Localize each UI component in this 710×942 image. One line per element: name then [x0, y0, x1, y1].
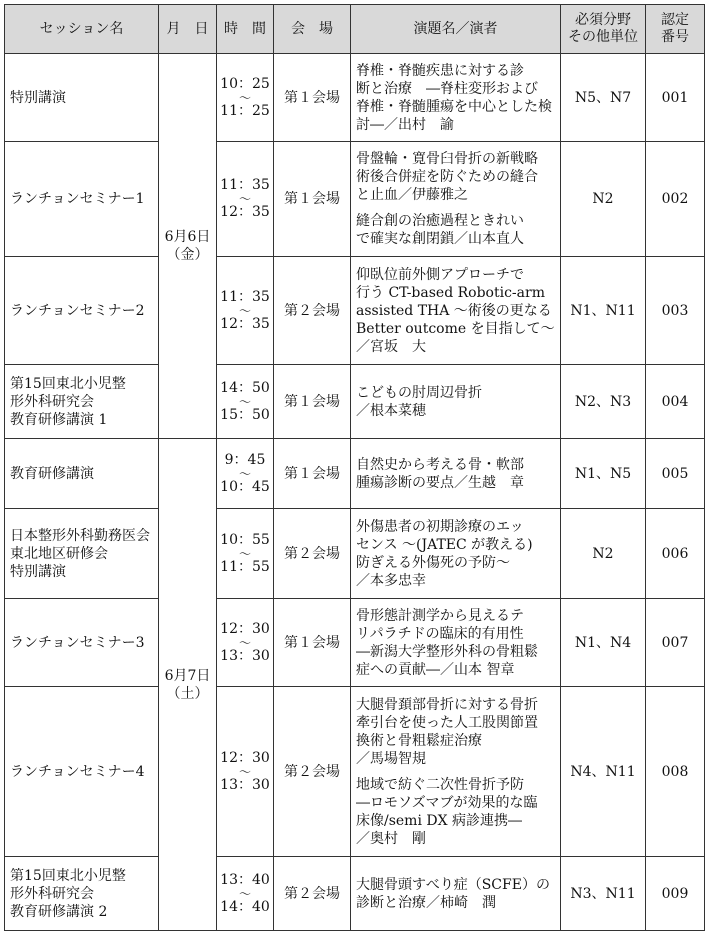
lecture-title-cell [351, 54, 561, 142]
time-cell [217, 687, 274, 857]
lecture-entry [356, 876, 556, 912]
venue-cell: 第１会場 [274, 439, 351, 509]
table-row [5, 687, 705, 857]
schedule-table [4, 4, 705, 931]
session-name-line: 教育研修講演 2 [10, 903, 108, 920]
lecture-title-cell [351, 509, 561, 599]
time-cell [217, 439, 274, 509]
lecture-entry [356, 518, 556, 590]
session-name-cell [5, 142, 159, 257]
time-separator: 〜 [238, 886, 251, 901]
table-row [5, 857, 705, 931]
credit-units-cell: N3、N11 [561, 857, 646, 931]
venue-cell: 第２会場 [274, 857, 351, 931]
header-code-line: 番号 [661, 29, 689, 45]
table-row [5, 54, 705, 142]
session-name-line: 教育研修講演 [10, 465, 94, 482]
venue-cell: 第１会場 [274, 54, 351, 142]
header-units-line: 必須分野 [575, 12, 631, 28]
venue-cell: 第２会場 [274, 257, 351, 365]
lecture-title-line: assisted THA ～術後の更なる [356, 302, 552, 319]
lecture-title-line: 仰臥位前外側アプローチで [356, 266, 524, 283]
lecture-title-cell [351, 439, 561, 509]
session-name-line: ランチョンセミナー3 [10, 634, 145, 651]
date-weekday: （金） [166, 247, 209, 263]
start-time: 10：55 [220, 531, 270, 548]
time-separator: 〜 [238, 394, 251, 409]
credit-units-cell: N1、N4 [561, 599, 646, 687]
certification-code-cell: 006 [646, 509, 705, 599]
venue-cell: 第２会場 [274, 687, 351, 857]
session-name-cell [5, 439, 159, 509]
header-units-line: その他単位 [568, 29, 638, 45]
end-time: 12：35 [220, 315, 270, 332]
session-name-line: 東北地区研修会 [10, 545, 108, 562]
time-separator: 〜 [238, 90, 251, 105]
session-name-line: 教育研修講演 1 [10, 411, 108, 428]
end-time: 10：45 [220, 478, 270, 495]
session-name-line: 形外科研究会 [10, 393, 94, 410]
lecture-title-cell [351, 257, 561, 365]
session-name-line: ランチョンセミナー2 [10, 302, 145, 319]
lecture-title-line: リパラチドの臨床的有用性 [356, 625, 524, 642]
lecture-title-line: 骨盤輪・寛骨臼骨折の新戦略 [356, 151, 538, 167]
lecture-entry [356, 150, 556, 204]
lecture-title-line: 縫合創の治癒過程ときれい [356, 213, 524, 229]
credit-units-cell: N2 [561, 142, 646, 257]
session-name-line: 第15回東北小児整 [10, 867, 126, 884]
session-name-line: 特別講演 [10, 89, 66, 106]
lecture-title-line: 腫瘍診断の要点／生越 章 [356, 474, 524, 491]
lecture-entry [356, 62, 556, 134]
time-separator: 〜 [238, 546, 251, 561]
header-session: セッション名 [5, 5, 159, 54]
header-time: 時 間 [217, 5, 274, 54]
lecture-entry [356, 607, 556, 679]
certification-code-cell: 009 [646, 857, 705, 931]
start-time: 10：25 [220, 75, 270, 92]
lecture-title-line: 大腿骨頚部骨折に対する骨折 [356, 696, 538, 713]
start-time: 14：50 [220, 379, 270, 396]
date-day: 6月6日 [164, 229, 211, 245]
time-separator: 〜 [238, 303, 251, 318]
venue-cell: 第１会場 [274, 142, 351, 257]
venue-cell: 第１会場 [274, 365, 351, 439]
certification-code-cell: 001 [646, 54, 705, 142]
credit-units-cell: N5、N7 [561, 54, 646, 142]
lecture-title-line: 自然史から考える骨・軟部 [356, 456, 524, 473]
end-time: 13：30 [220, 776, 270, 793]
lecture-title-line: 地域で紡ぐ二次性骨折予防 [356, 776, 524, 793]
end-time: 11：55 [220, 558, 270, 575]
time-separator: 〜 [238, 192, 251, 206]
start-time: 11：35 [220, 288, 270, 305]
lecture-title-line: で確実な創閉鎖／山本直人 [356, 231, 524, 247]
lecture-title-line: ／奥村 剛 [356, 830, 426, 847]
session-name-cell [5, 54, 159, 142]
certification-code-cell: 002 [646, 142, 705, 257]
session-name-cell [5, 687, 159, 857]
lecture-title-line: 術後合併症を防ぐための縫合 [356, 169, 538, 185]
header-units [561, 5, 646, 54]
lecture-entry [356, 776, 556, 848]
credit-units-cell: N2、N3 [561, 365, 646, 439]
start-time: 12：30 [220, 620, 270, 637]
session-name-line: 日本整形外科勤務医会 [10, 527, 150, 544]
lecture-title-line: こどもの肘周辺骨折 [356, 384, 482, 401]
lecture-title-line: Better outcome を目指して～ [356, 320, 555, 337]
lecture-title-line: 骨形態計測学から見えるテ [356, 607, 524, 624]
time-cell [217, 509, 274, 599]
end-time: 13：30 [220, 647, 270, 664]
credit-units-cell: N2 [561, 509, 646, 599]
certification-code-cell: 007 [646, 599, 705, 687]
start-time: 9：45 [224, 451, 266, 468]
venue-cell: 第１会場 [274, 599, 351, 687]
lecture-title-cell [351, 142, 561, 257]
table-row [5, 509, 705, 599]
lecture-title-line: ／本多忠幸 [356, 572, 426, 589]
session-name-cell [5, 365, 159, 439]
lecture-title-line: ／馬場智規 [356, 750, 426, 767]
end-time: 11：25 [220, 102, 270, 119]
venue-cell: 第２会場 [274, 509, 351, 599]
lecture-title-line: 診断と治療／柿崎 潤 [356, 894, 496, 911]
certification-code-cell: 008 [646, 687, 705, 857]
credit-units-cell: N1、N11 [561, 257, 646, 365]
header-code [646, 5, 705, 54]
table-row [5, 439, 705, 509]
table-row [5, 599, 705, 687]
lecture-title-cell [351, 857, 561, 931]
end-time: 12：35 [220, 204, 270, 220]
lecture-title-line: 換術と骨粗鬆症治療 [356, 732, 482, 749]
lecture-title-cell [351, 687, 561, 857]
table-row [5, 257, 705, 365]
lecture-entry [356, 696, 556, 768]
lecture-title-line: センス ～(JATEC が教える) [356, 536, 533, 553]
time-cell [217, 599, 274, 687]
time-cell [217, 142, 274, 257]
lecture-title-line: 牽引台を使った人工股関節置 [356, 714, 538, 731]
lecture-entry [356, 384, 556, 420]
time-cell [217, 54, 274, 142]
lecture-title-line: 症への貢献―／山本 智章 [356, 661, 515, 678]
session-name-cell [5, 857, 159, 931]
lecture-title-line: 脊椎・脊髄腫瘍を中心とした検 [356, 98, 552, 115]
lecture-title-line: 外傷患者の初期診療のエッ [356, 518, 524, 535]
header-code-line: 認定 [661, 12, 689, 28]
lecture-title-line: 断と治療 ―脊柱変形および [356, 80, 538, 97]
session-name-cell [5, 257, 159, 365]
lecture-title-line: 床像/semi DX 病診連携― [356, 812, 523, 829]
table-row [5, 365, 705, 439]
session-name-line: 形外科研究会 [10, 885, 94, 902]
session-name-cell [5, 509, 159, 599]
session-name-line: 特別講演 [10, 563, 66, 580]
time-cell [217, 857, 274, 931]
header-venue: 会 場 [274, 5, 351, 54]
start-time: 11：35 [220, 177, 270, 193]
end-time: 15：50 [220, 406, 270, 423]
date-cell [159, 439, 217, 931]
certification-code-cell: 003 [646, 257, 705, 365]
time-separator: 〜 [238, 466, 251, 481]
lecture-entry [356, 212, 556, 248]
lecture-entry [356, 266, 556, 356]
lecture-entry [356, 456, 556, 492]
credit-units-cell: N4、N11 [561, 687, 646, 857]
time-cell [217, 257, 274, 365]
date-day: 6月7日 [164, 667, 211, 684]
table-row [5, 142, 705, 257]
lecture-title-cell [351, 599, 561, 687]
header-row [5, 5, 705, 54]
lecture-title-line: と止血／伊藤雅之 [356, 187, 468, 203]
time-separator: 〜 [238, 764, 251, 779]
lecture-title-cell [351, 365, 561, 439]
header-date: 月 日 [159, 5, 217, 54]
session-name-line: ランチョンセミナー4 [10, 763, 145, 780]
lecture-title-line: ／宮坂 大 [356, 338, 426, 355]
session-name-cell [5, 599, 159, 687]
end-time: 14：40 [220, 898, 270, 915]
certification-code-cell: 004 [646, 365, 705, 439]
header-title: 演題名／演者 [351, 5, 561, 54]
lecture-title-line: 脊椎・脊髄疾患に対する診 [356, 62, 524, 79]
lecture-title-line: 討―／出村 諭 [356, 116, 454, 133]
time-separator: 〜 [238, 635, 251, 650]
lecture-title-line: ―新潟大学整形外科の骨粗鬆 [356, 643, 538, 660]
lecture-title-line: 大腿骨頭すべり症（SCFE）の [356, 876, 550, 893]
start-time: 13：40 [220, 871, 270, 888]
lecture-title-line: ―ロモソズマブが効果的な臨 [356, 794, 538, 811]
session-name-line: 第15回東北小児整 [10, 375, 126, 392]
certification-code-cell: 005 [646, 439, 705, 509]
session-name-line: ランチョンセミナー1 [10, 191, 145, 207]
credit-units-cell: N1、N5 [561, 439, 646, 509]
time-cell [217, 365, 274, 439]
lecture-title-line: 防ぎえる外傷死の予防～ [356, 554, 510, 571]
lecture-title-line: ／根本菜穂 [356, 402, 426, 419]
date-weekday: （土） [166, 685, 209, 702]
start-time: 12：30 [220, 749, 270, 766]
date-cell [159, 54, 217, 439]
lecture-title-line: 行う CT-based Robotic-arm [356, 284, 545, 301]
